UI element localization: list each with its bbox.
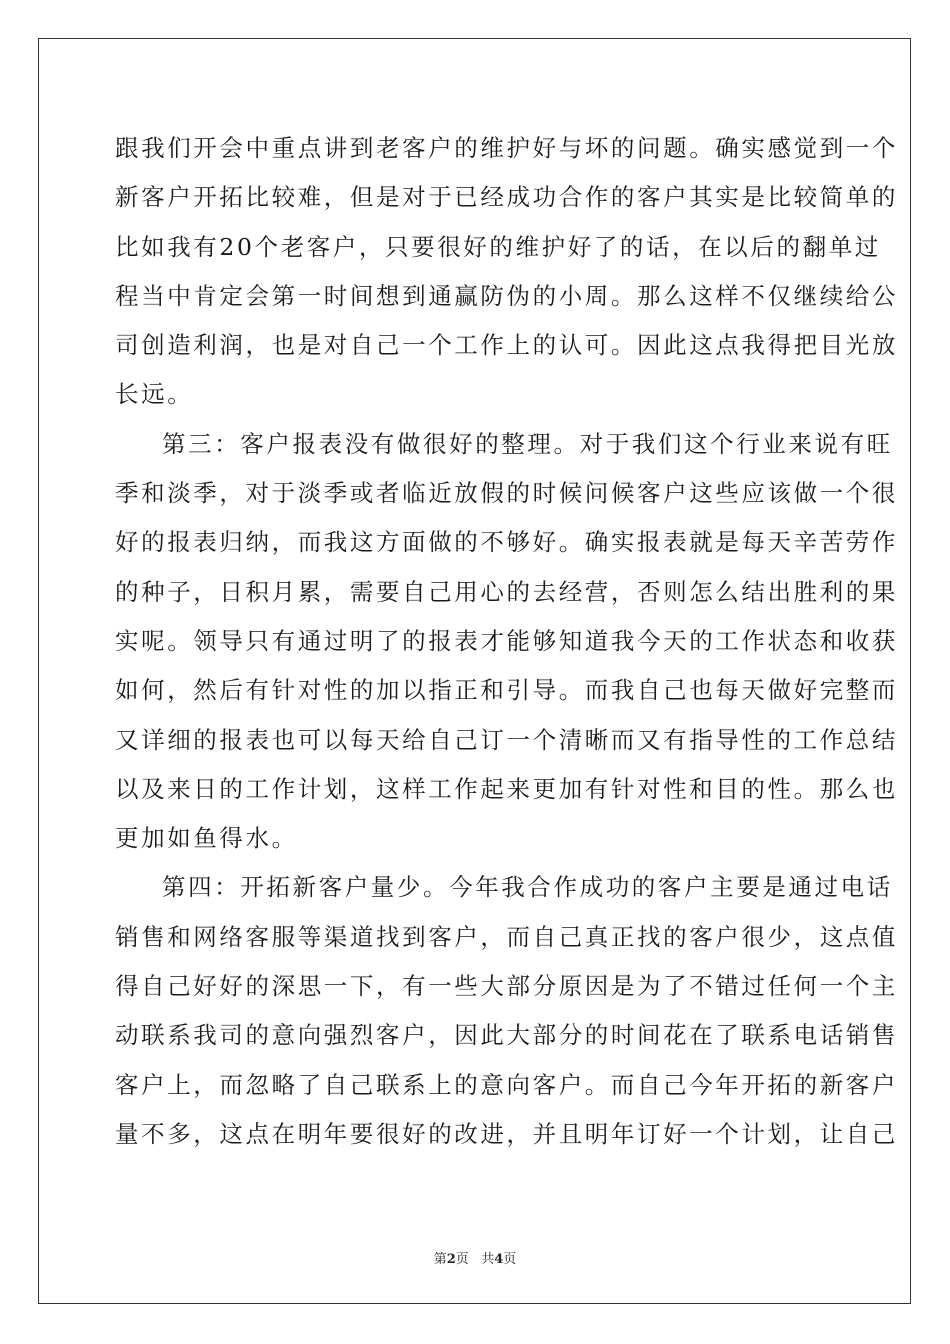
text-line: 更加如鱼得水。 — [115, 824, 298, 853]
text-line: 比如我有20个老客户，只要很好的维护好了的话，在以后的翻单过 — [115, 232, 881, 261]
text-line: 实呢。领导只有通过明了的报表才能够知道我今天的工作状态和收获 — [115, 626, 898, 655]
text-line: 量不多，这点在明年要很好的改进，并且明年订好一个计划，让自己 — [115, 1119, 898, 1148]
page-prefix: 第 — [433, 1252, 447, 1267]
document-body — [115, 124, 898, 1159]
text-line: 季和淡季，对于淡季或者临近放假的时候问候客户这些应该做一个很 — [115, 479, 898, 508]
text-line: 司创造利润，也是对自己一个工作上的认可。因此这点我得把目光放 — [115, 331, 898, 360]
text-line: 的种子，日积月累，需要自己用心的去经营，否则怎么结出胜利的果 — [115, 577, 898, 606]
page-footer — [0, 1248, 950, 1267]
total-suffix: 页 — [503, 1252, 517, 1267]
text-line: 客户上，而忽略了自己联系上的意向客户。而自己今年开拓的新客户 — [115, 1070, 898, 1099]
text-line: 好的报表归纳，而我这方面做的不够好。确实报表就是每天辛苦劳作 — [115, 528, 898, 557]
text-line: 如何，然后有针对性的加以指正和引导。而我自己也每天做好完整而 — [115, 676, 898, 705]
text-line: 以及来日的工作计划，这样工作起来更加有针对性和目的性。那么也 — [115, 774, 898, 803]
page-suffix: 页 — [455, 1252, 469, 1267]
paragraph-first-line: 第四：开拓新客户量少。今年我合作成功的客户主要是通过电话 — [162, 873, 893, 902]
paragraph-first-line: 第三：客户报表没有做很好的整理。对于我们这个行业来说有旺 — [162, 429, 893, 458]
text-line: 跟我们开会中重点讲到老客户的维护好与坏的问题。确实感觉到一个 — [115, 134, 898, 162]
text-line: 得自己好好的深思一下，有一些大部分原因是为了不错过任何一个主 — [115, 972, 898, 1001]
page-number: 2 — [446, 1252, 456, 1267]
total-prefix: 共 — [481, 1252, 495, 1267]
text-line: 新客户开拓比较难，但是对于已经成功合作的客户其实是比较简单的 — [115, 183, 898, 212]
text-line: 程当中肯定会第一时间想到通赢防伪的小周。那么这样不仅继续给公 — [115, 281, 898, 310]
text-line: 销售和网络客服等渠道找到客户，而自己真正找的客户很少，这点值 — [115, 922, 898, 951]
text-line: 又详细的报表也可以每天给自己订一个清晰而又有指导性的工作总结 — [115, 725, 898, 754]
total-pages: 4 — [494, 1252, 504, 1267]
text-line: 长远。 — [115, 380, 194, 409]
text-line: 动联系我司的意向强烈客户，因此大部分的时间花在了联系电话销售 — [115, 1021, 898, 1050]
